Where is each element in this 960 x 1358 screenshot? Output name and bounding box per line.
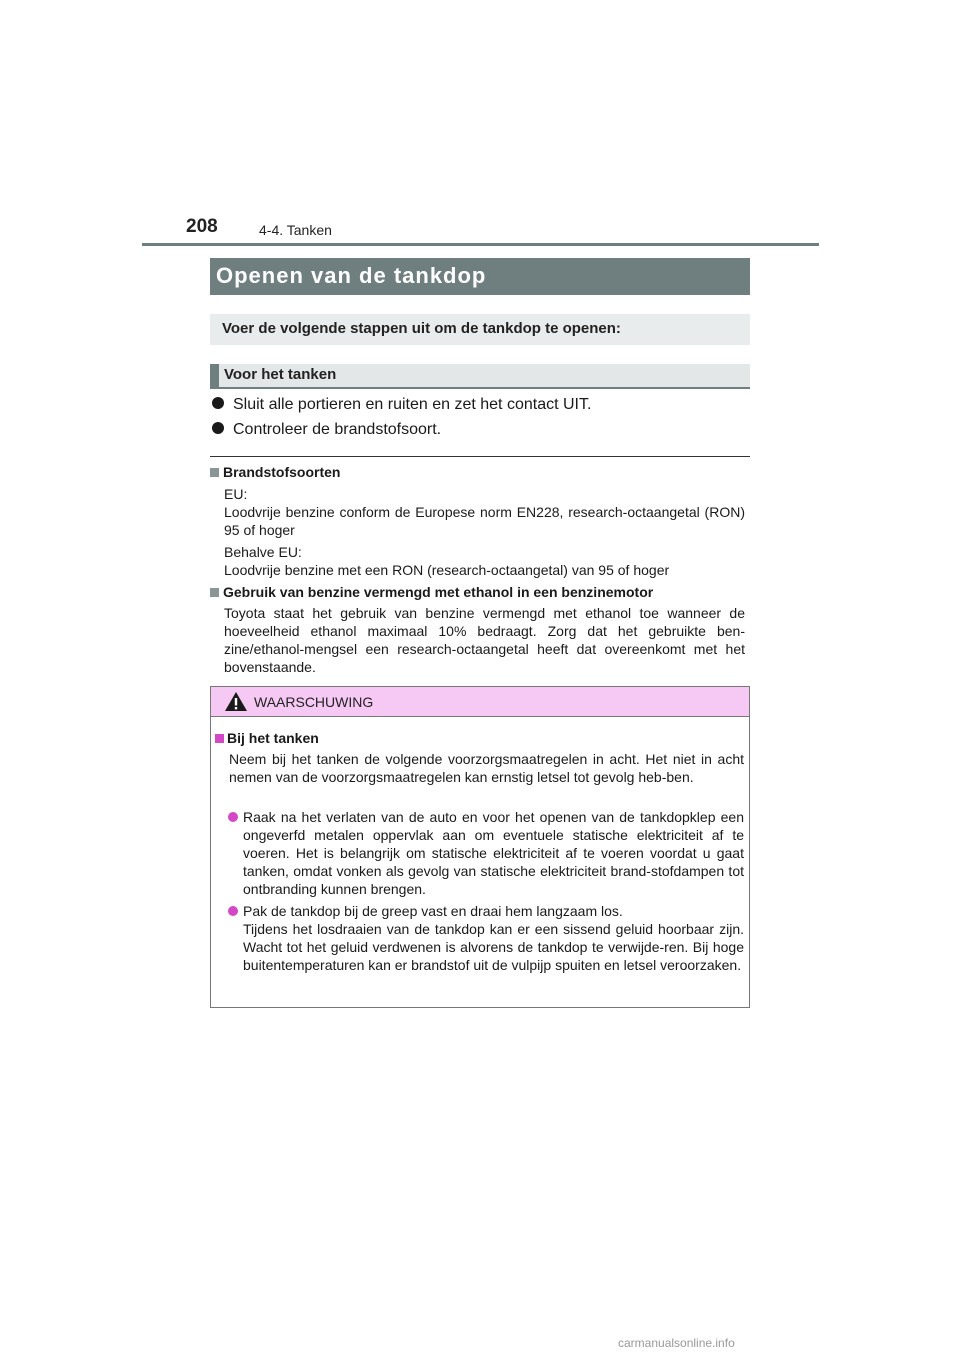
bullet-dot-icon	[212, 397, 224, 409]
divider	[210, 456, 750, 457]
subsection-title: Voor het tanken	[210, 364, 750, 389]
warning-triangle-icon	[224, 691, 248, 712]
square-bullet-icon	[215, 734, 224, 743]
warning-bullet-text	[243, 808, 744, 898]
note-paragraph: Toyota staat het gebruik van benzine vermengd met ethanol toe wanneer de hoeveelheid ethanol maximaal 10% bedraagt. Zorg dat het gebruikte ben-zine/ethanol-mengsel een research-octaangetal heeft dat overeenkomt met het bovenstaande.	[224, 605, 745, 675]
square-bullet-icon	[210, 588, 219, 597]
bullet-dot-icon	[212, 422, 224, 434]
warning-bullet	[228, 808, 744, 898]
warning-body: Neem bij het tanken de volgende voorzorgsmaatregelen in acht. Het niet in acht nemen van de voorzorgsmaatregelen kan ernstig letsel tot gevolg heb-ben.	[229, 751, 744, 785]
page-number: 208	[186, 216, 218, 237]
note-heading-text: Brandstofsoorten	[223, 464, 341, 480]
warning-bullet	[228, 902, 744, 974]
warning-bullet-text	[243, 902, 744, 974]
note-heading	[210, 584, 653, 600]
section-label: 4-4. Tanken	[259, 222, 332, 238]
note-paragraph: EU: Loodvrije benzine conform de Europese norm EN228, research-octaangetal (RON) 95 of hoger	[224, 486, 745, 538]
bullet-text: Controleer de brandstofsoort.	[233, 421, 442, 438]
bullet-item	[212, 421, 441, 439]
note-heading	[210, 464, 340, 480]
square-bullet-icon	[210, 468, 219, 477]
bullet-text: Sluit alle portieren en ruiten en zet het contact UIT.	[233, 396, 592, 413]
intro-box: Voer de volgende stappen uit om de tankdop te openen:	[210, 314, 750, 345]
warning-header	[211, 687, 749, 717]
note-heading-text: Gebruik van benzine vermengd met ethanol in een benzinemotor	[223, 584, 654, 600]
watermark: carmanualsonline.info	[618, 1336, 735, 1350]
bullet-item	[212, 396, 591, 414]
warning-label: WAARSCHUWING	[254, 694, 374, 710]
bullet-dot-icon	[228, 906, 238, 916]
warning-heading-text: Bij het tanken	[227, 730, 319, 746]
warning-bullet-line: Tijdens het losdraaien van de tankdop kan er een sissend geluid hoorbaar zijn. Wacht tot het geluid verdwenen is alvorens de tankdop te verwijde-ren. Bij hoge buitentemperaturen kan er brandstof uit de vulpijp spuiten en letsel veroorzaken.	[243, 921, 744, 973]
warning-box	[210, 686, 750, 1008]
page-title: Openen van de tankdop	[210, 258, 750, 295]
warning-bullet-line: Raak na het verlaten van de auto en voor het openen van de tankdopklep een ongeverfd metalen oppervlak aan om eventuele statische elektriciteit af te voeren. Het is belangrijk om statische elektriciteit af te voeren voordat u gaat tanken, omdat vonken als gevolg van statische elektriciteit brand-stofdampen tot ontbranding kunnen brengen.	[243, 809, 744, 897]
warning-bullet-line: Pak de tankdop bij de greep vast en draai hem langzaam los.	[243, 903, 623, 919]
header-rule	[142, 243, 819, 246]
note-paragraph: Behalve EU: Loodvrije benzine met een RON (research-octaangetal) van 95 of hoger	[224, 544, 670, 578]
warning-heading	[215, 730, 319, 746]
bullet-dot-icon	[228, 812, 238, 822]
